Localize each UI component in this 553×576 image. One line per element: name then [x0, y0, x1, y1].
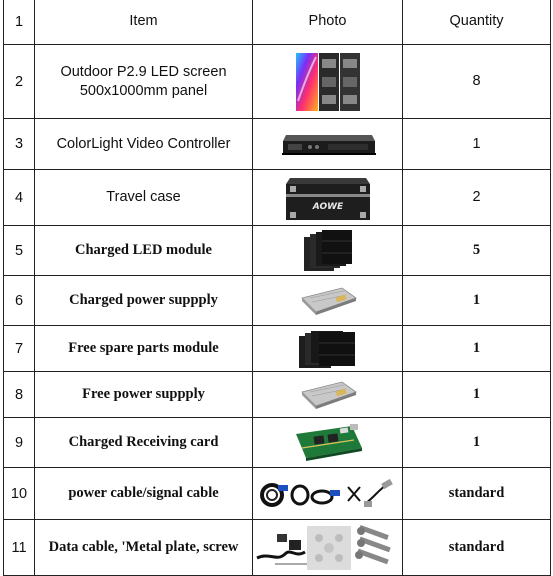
photo-cell	[253, 372, 403, 418]
quantity: 1	[403, 418, 551, 468]
quantity: 1	[403, 276, 551, 326]
item-name-line1: Outdoor P2.9 LED screen	[60, 63, 227, 80]
quantity: standard	[403, 520, 551, 576]
quantity: 1	[403, 119, 551, 170]
table-row	[4, 170, 551, 226]
cables-photo	[260, 477, 396, 511]
quantity: 8	[403, 45, 551, 119]
row-number: 6	[4, 276, 35, 326]
video-controller-photo	[280, 131, 376, 157]
photo-cell	[253, 170, 403, 226]
item-name: Charged LED module	[35, 226, 253, 276]
quantity: standard	[403, 468, 551, 520]
led-module-photo	[302, 229, 354, 273]
table-row	[4, 326, 551, 372]
item-name: Free power suppply	[35, 372, 253, 418]
row-number: 5	[4, 226, 35, 276]
header-quantity: Quantity	[403, 0, 551, 45]
table-row	[4, 468, 551, 520]
item-name: Travel case	[35, 170, 253, 226]
row-number: 2	[4, 45, 35, 119]
item-name: Charged power suppply	[35, 276, 253, 326]
header-row	[4, 0, 551, 45]
photo-cell	[253, 418, 403, 468]
power-supply-photo	[298, 284, 358, 318]
table-row	[4, 418, 551, 468]
item-name	[35, 45, 253, 119]
quantity: 5	[403, 226, 551, 276]
receiving-card-photo	[292, 422, 364, 464]
power-supply-photo	[298, 378, 358, 412]
table-row	[4, 276, 551, 326]
photo-cell	[253, 45, 403, 119]
spare-modules-photo	[297, 328, 359, 370]
row-number: 8	[4, 372, 35, 418]
table-row	[4, 119, 551, 170]
row-number: 11	[4, 520, 35, 576]
quantity: 1	[403, 326, 551, 372]
hardware-photo	[255, 522, 401, 574]
table-row	[4, 372, 551, 418]
item-name: Charged Receiving card	[35, 418, 253, 468]
photo-cell	[253, 326, 403, 372]
photo-cell	[253, 468, 403, 520]
photo-cell	[253, 276, 403, 326]
photo-cell	[253, 520, 403, 576]
photo-cell	[253, 119, 403, 170]
header-photo: Photo	[253, 0, 403, 45]
item-name-line2: 500x1000mm panel	[79, 82, 208, 99]
item-name: Data cable, 'Metal plate, screw	[35, 520, 253, 576]
header-number: 1	[4, 0, 35, 45]
table-row	[4, 520, 551, 576]
quantity: 2	[403, 170, 551, 226]
row-number: 10	[4, 468, 35, 520]
led-panel-photo	[295, 51, 361, 113]
photo-cell	[253, 226, 403, 276]
row-number: 9	[4, 418, 35, 468]
item-name: power cable/signal cable	[35, 468, 253, 520]
row-number: 7	[4, 326, 35, 372]
item-name: ColorLight Video Controller	[35, 119, 253, 170]
travel-case-photo	[284, 172, 372, 224]
header-item: Item	[35, 0, 253, 45]
case-logo-text: AOWE	[312, 201, 343, 212]
quantity: 1	[403, 372, 551, 418]
table-row	[4, 226, 551, 276]
row-number: 3	[4, 119, 35, 170]
row-number: 4	[4, 170, 35, 226]
table-row	[4, 45, 551, 119]
item-name: Free spare parts module	[35, 326, 253, 372]
items-table	[3, 0, 551, 576]
